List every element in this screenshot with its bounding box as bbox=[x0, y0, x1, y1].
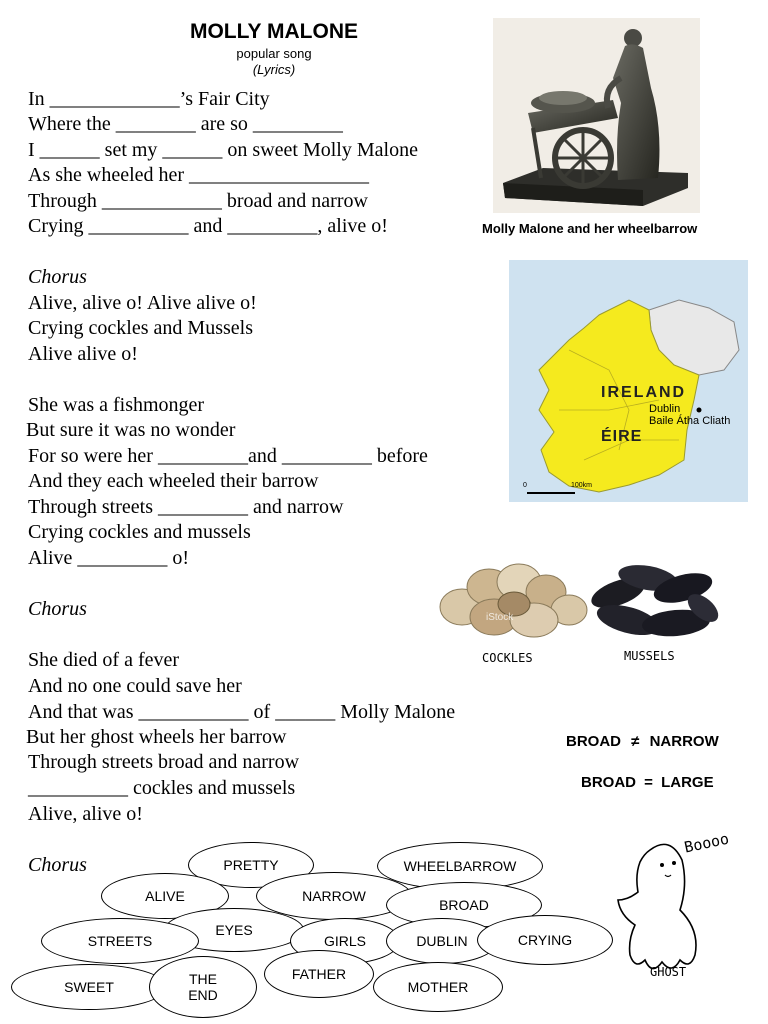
lyric-line: I ______ set my ______ on sweet Molly Malone bbox=[28, 139, 418, 161]
statue-caption: Molly Malone and her wheelbarrow bbox=[482, 221, 698, 236]
lyric-line: Crying cockles and mussels bbox=[28, 521, 251, 543]
chorus-heading: Chorus bbox=[28, 266, 87, 288]
lyric-line: And no one could save her bbox=[28, 675, 242, 697]
mussels-photo bbox=[588, 548, 724, 648]
word-bubble bbox=[477, 915, 613, 965]
word-label: STREETS bbox=[87, 933, 153, 949]
word-label: BROAD bbox=[439, 897, 489, 913]
cockles-photo bbox=[434, 552, 589, 640]
lyric-line: But sure it was no wonder bbox=[26, 419, 236, 441]
ghost-drawing bbox=[610, 830, 760, 985]
map-image bbox=[509, 260, 748, 502]
word-label: EYES bbox=[215, 922, 253, 938]
word-label: GIRLS bbox=[323, 933, 366, 949]
statue-image bbox=[493, 18, 700, 213]
lyric-line: And that was ___________ of ______ Molly Malone bbox=[28, 701, 456, 723]
chorus-heading: Chorus bbox=[28, 854, 87, 876]
lyric-line: Alive, alive o! Alive alive o! bbox=[28, 292, 257, 314]
lyric-line: As she wheeled her __________________ bbox=[28, 164, 370, 186]
lyric-line: She was a fishmonger bbox=[28, 394, 205, 416]
map-label-dublin: Dublin bbox=[649, 403, 681, 415]
broad-equals-large bbox=[581, 774, 714, 791]
cockles-label: COCKLES bbox=[482, 651, 533, 665]
chorus-heading: Chorus bbox=[28, 598, 87, 620]
ghost-speech: Boooo bbox=[682, 829, 731, 857]
lyric-line: Alive, alive o! bbox=[28, 803, 143, 825]
map-label-baile-atha-cliath: Baile Átha Cliath bbox=[649, 415, 731, 427]
lyric-line: Where the ________ are so _________ bbox=[28, 113, 343, 135]
lyric-line: Alive _________ o! bbox=[28, 547, 190, 569]
lyric-line: Through ____________ broad and narrow bbox=[28, 190, 368, 212]
lyric-line: For so were her _________and _________ before bbox=[28, 445, 428, 467]
lyric-line: In _____________’s Fair City bbox=[28, 88, 270, 110]
word-label: MOTHER bbox=[407, 979, 469, 995]
word-label: THE END bbox=[188, 971, 218, 1003]
lyric-line: Crying __________ and _________, alive o! bbox=[28, 215, 388, 237]
mussels-image bbox=[588, 548, 724, 648]
formula-right: NARROW bbox=[649, 733, 719, 750]
word-label: NARROW bbox=[302, 888, 366, 904]
word-label: CRYING bbox=[517, 932, 573, 948]
map-label-ireland: IRELAND bbox=[601, 384, 687, 401]
lyric-line: Through streets broad and narrow bbox=[28, 751, 300, 773]
lyric-line: Crying cockles and Mussels bbox=[28, 317, 253, 339]
lyric-line: But her ghost wheels her barrow bbox=[26, 726, 287, 748]
lyric-line: Alive alive o! bbox=[28, 343, 138, 365]
word-label: PRETTY bbox=[223, 857, 279, 873]
word-bubble bbox=[264, 950, 374, 998]
ghost-label: GHOST bbox=[650, 965, 687, 979]
word-bubble bbox=[41, 918, 199, 964]
lyric-line: Through streets _________ and narrow bbox=[28, 496, 344, 518]
lyric-line: __________ cockles and mussels bbox=[28, 777, 296, 799]
not-equal-symbol: ≠ bbox=[631, 733, 640, 750]
word-label: ALIVE bbox=[145, 888, 185, 904]
mussels-label: MUSSELS bbox=[624, 649, 675, 663]
lyric-line: She died of a fever bbox=[28, 649, 180, 671]
word-label: SWEET bbox=[64, 979, 114, 995]
word-bubble bbox=[149, 956, 257, 1018]
word-bubble bbox=[373, 962, 503, 1012]
scale-start-label: 0 bbox=[523, 482, 527, 489]
word-label: DUBLIN bbox=[416, 933, 468, 949]
page-subtitle: popular song bbox=[236, 46, 312, 61]
word-label: FATHER bbox=[291, 966, 347, 982]
cockles-image bbox=[434, 552, 589, 640]
ireland-map bbox=[509, 260, 748, 502]
page-title: MOLLY MALONE bbox=[189, 20, 358, 43]
lyric-line: And they each wheeled their barrow bbox=[28, 470, 319, 492]
word-label: WHEELBARROW bbox=[403, 858, 517, 874]
word-bubble bbox=[11, 964, 167, 1010]
scale-end-label: 100km bbox=[571, 482, 593, 489]
lyrics-note: (Lyrics) bbox=[252, 62, 296, 77]
watermark: iStock bbox=[486, 612, 514, 623]
dublin-marker bbox=[697, 408, 702, 413]
formula-left: BROAD bbox=[566, 733, 621, 750]
map-label-eire: ÉIRE bbox=[601, 428, 643, 445]
formula-right: LARGE bbox=[661, 774, 714, 791]
broad-not-equal-narrow bbox=[566, 733, 719, 750]
statue-photo bbox=[493, 18, 700, 213]
equal-symbol: = bbox=[644, 774, 653, 791]
formula-left: BROAD bbox=[581, 774, 636, 791]
